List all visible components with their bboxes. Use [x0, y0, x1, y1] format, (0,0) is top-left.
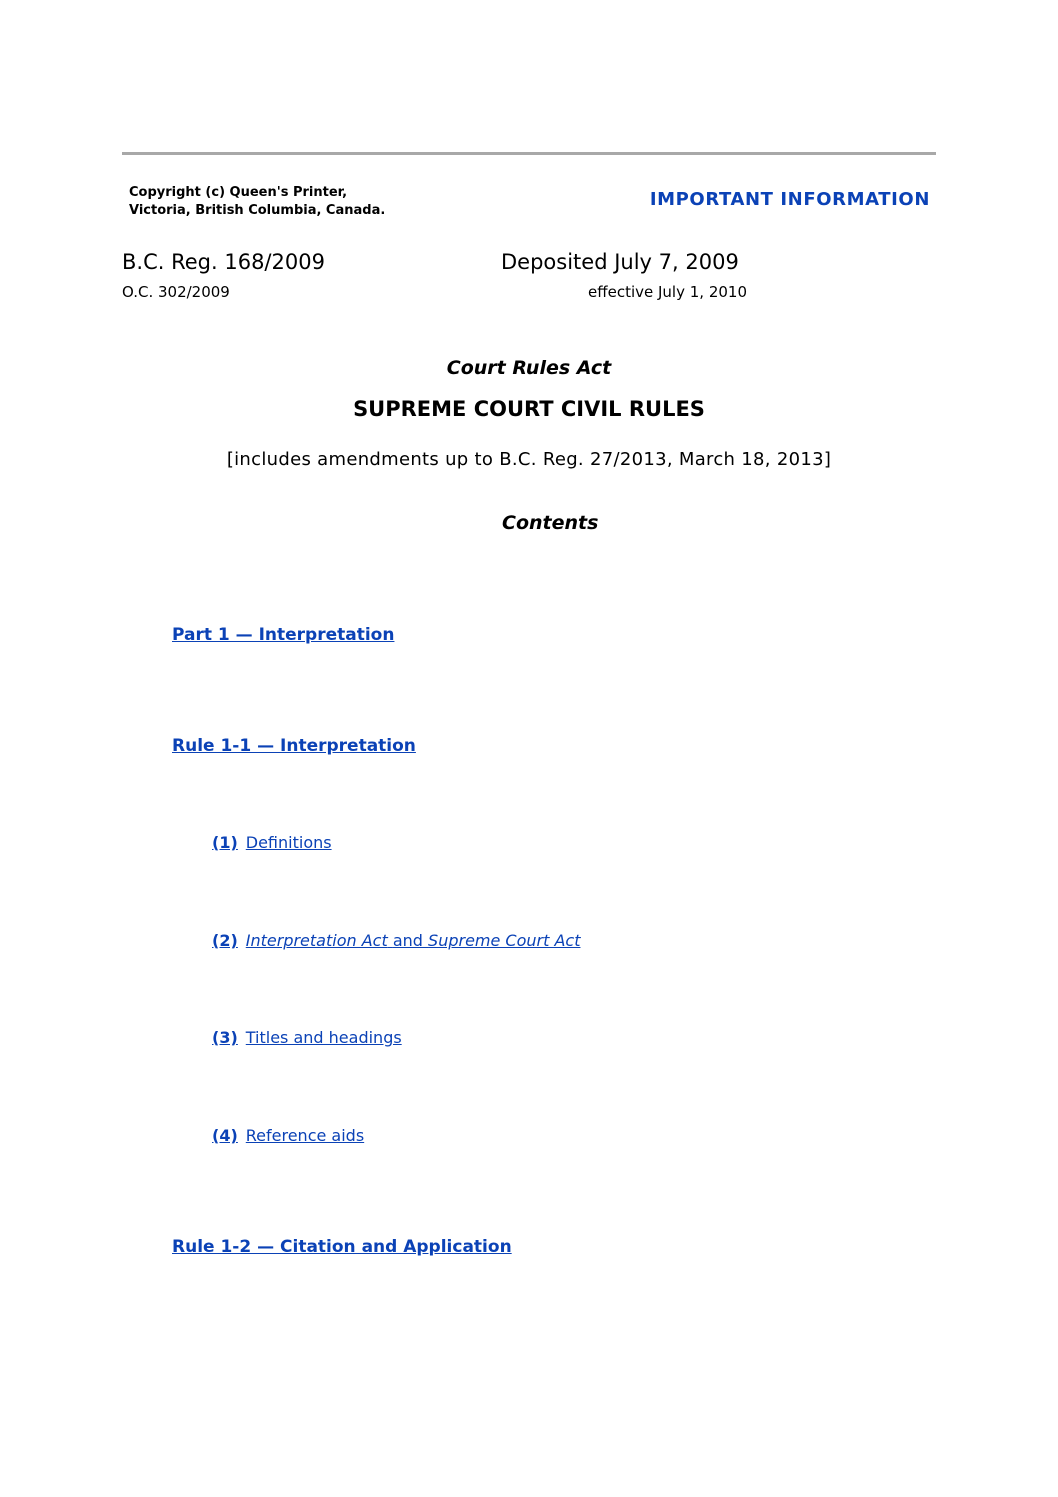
deposited-date: Deposited July 7, 2009 [501, 250, 739, 274]
toc-rule-1-1-link[interactable]: Rule 1-1 — Interpretation [172, 736, 416, 756]
copyright-notice [129, 184, 385, 220]
toc-sub-label-supreme-court-act: Supreme Court Act [428, 931, 581, 950]
toc-sub-label: Reference aids [245, 1126, 365, 1145]
contents-heading: Contents [502, 512, 599, 534]
regulation-number: B.C. Reg. 168/2009 [122, 250, 325, 274]
toc-sub-label: Titles and headings [245, 1028, 402, 1047]
effective-date: effective July 1, 2010 [588, 283, 747, 301]
order-in-council-number: O.C. 302/2009 [122, 283, 230, 301]
important-information-link[interactable]: IMPORTANT INFORMATION [649, 189, 930, 210]
toc-sub-label-and: and [392, 931, 423, 950]
toc-sub-number: (3) [212, 1028, 238, 1047]
toc-sub-label: Definitions [245, 833, 332, 852]
toc-sub-number: (4) [212, 1126, 238, 1145]
toc-rule-1-1-sub-1-link[interactable] [212, 833, 332, 852]
amendments-note: [includes amendments up to B.C. Reg. 27/2013, March 18, 2013] [226, 449, 832, 470]
toc-part-1-link[interactable]: Part 1 — Interpretation [172, 625, 395, 645]
copyright-line-1: Copyright (c) Queen's Printer, [129, 185, 348, 200]
act-title: Court Rules Act [446, 357, 612, 379]
toc-rule-1-1-sub-3-link[interactable] [212, 1028, 402, 1047]
toc-rule-1-1-sub-2-link[interactable] [212, 931, 580, 950]
toc-rule-1-2-link[interactable]: Rule 1-2 — Citation and Application [172, 1237, 512, 1257]
toc-sub-number: (1) [212, 833, 238, 852]
toc-rule-1-1-sub-4-link[interactable] [212, 1126, 364, 1145]
toc-sub-number: (2) [212, 931, 238, 950]
copyright-line-2: Victoria, British Columbia, Canada. [129, 203, 386, 218]
rules-title: SUPREME COURT CIVIL RULES [353, 397, 705, 421]
header-divider [122, 152, 936, 155]
toc-sub-label-interpretation-act: Interpretation Act [245, 931, 388, 950]
